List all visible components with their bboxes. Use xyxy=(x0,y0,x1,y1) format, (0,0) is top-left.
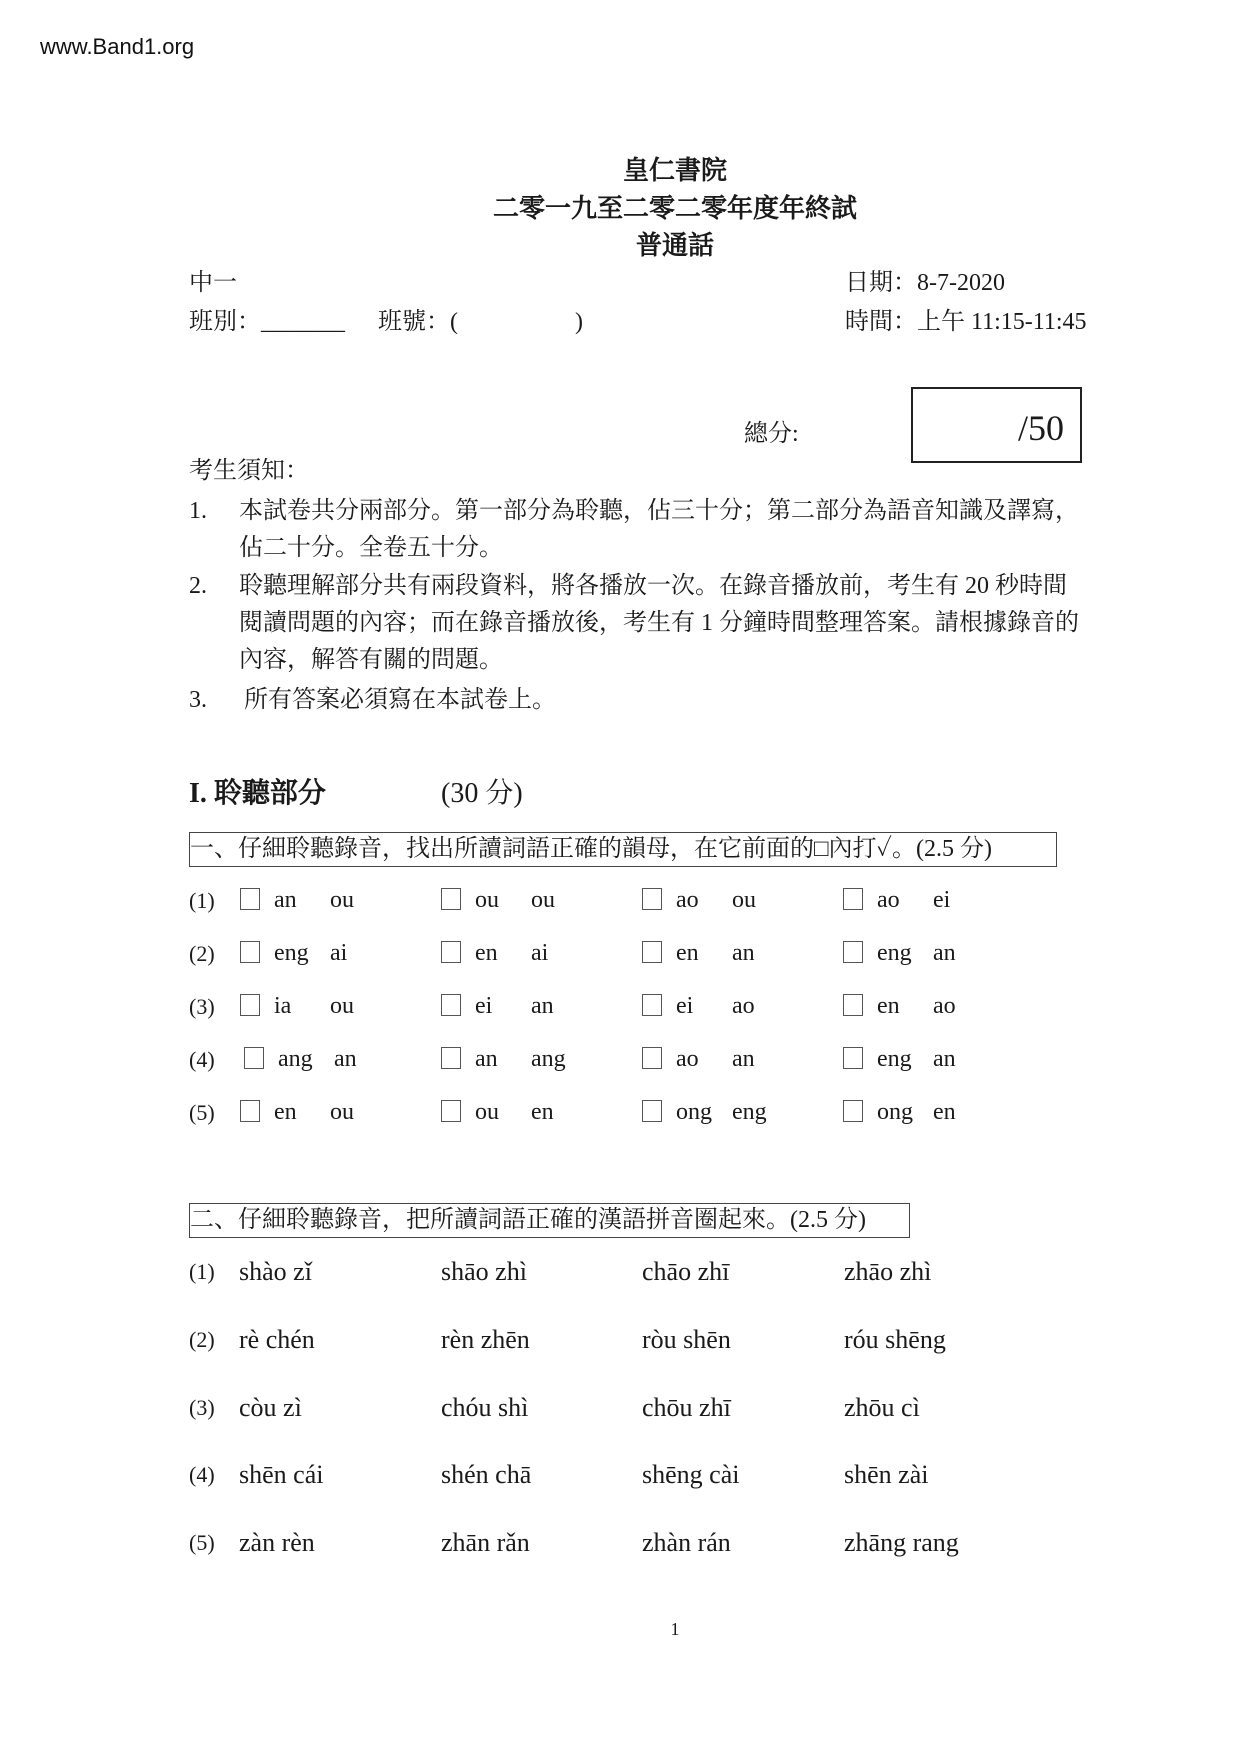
question-number: (4) xyxy=(189,1047,215,1072)
subject-title: 普通話 xyxy=(635,231,714,260)
instruction-line: 聆聽理解部分共有兩段資料，將各播放一次。在錄音播放前，考生有 20 秒時間 xyxy=(239,573,1067,599)
pinyin-option[interactable]: zhāo zhì xyxy=(844,1257,932,1286)
answer-option[interactable] xyxy=(843,888,950,912)
answer-option[interactable] xyxy=(240,888,354,912)
checkbox[interactable] xyxy=(642,888,662,910)
checkbox[interactable] xyxy=(843,941,863,963)
question-number: (2) xyxy=(189,941,215,966)
final-1: an xyxy=(475,1046,498,1072)
answer-option[interactable] xyxy=(642,1100,767,1124)
final-2: ou xyxy=(732,887,756,913)
section-title: I. 聆聽部分 xyxy=(189,778,326,809)
final-1: an xyxy=(274,887,297,913)
class-field: 班別：_______ xyxy=(189,309,345,335)
final-1: en xyxy=(877,993,900,1019)
final-1: en xyxy=(475,940,498,966)
total-score-box xyxy=(911,387,1082,463)
final-2: en xyxy=(531,1099,554,1125)
pinyin-option[interactable]: chóu shì xyxy=(441,1393,529,1422)
total-score-value: /50 xyxy=(1017,408,1064,448)
question-number: (3) xyxy=(189,1395,215,1420)
pinyin-option[interactable]: ròu shēn xyxy=(642,1325,731,1354)
time-label: 時間：上午 11:15-11:45 xyxy=(845,309,1087,335)
answer-option[interactable] xyxy=(642,1047,755,1071)
final-2: ao xyxy=(933,993,956,1019)
part1-instruction-box xyxy=(189,832,1057,867)
answer-option[interactable] xyxy=(240,994,354,1018)
answer-option[interactable] xyxy=(240,1100,354,1124)
checkbox[interactable] xyxy=(240,994,260,1016)
answer-option[interactable] xyxy=(441,888,555,912)
checkbox[interactable] xyxy=(240,941,260,963)
question-number: (3) xyxy=(189,994,215,1019)
question-number: (5) xyxy=(189,1530,215,1555)
answer-option[interactable] xyxy=(441,994,554,1018)
instruction-line: 本試卷共分兩部分。第一部分為聆聽，佔三十分；第二部分為語音知識及譯寫， xyxy=(239,498,1079,524)
pinyin-option[interactable]: shén chā xyxy=(441,1460,532,1489)
answer-option[interactable] xyxy=(441,1100,554,1124)
answer-option[interactable] xyxy=(441,941,548,965)
class-number-field: 班號：( xyxy=(378,309,458,335)
instructions-heading: 考生須知： xyxy=(189,458,309,484)
instruction-number: 1. xyxy=(189,498,207,524)
final-1: ei xyxy=(676,993,694,1019)
part1-instruction: 一、仔細聆聽錄音，找出所讀詞語正確的韻母，在它前面的□內打✓。(2.5 分) xyxy=(190,836,992,862)
question-number: (1) xyxy=(189,1259,215,1284)
checkbox[interactable] xyxy=(240,1100,260,1122)
final-2: an xyxy=(732,940,755,966)
pinyin-option[interactable]: còu zì xyxy=(239,1393,302,1422)
instruction-number: 2. xyxy=(189,573,207,599)
final-2: en xyxy=(933,1099,956,1125)
pinyin-option[interactable]: zhāng rang xyxy=(844,1528,959,1557)
final-1: ia xyxy=(274,993,292,1019)
final-1: ao xyxy=(877,887,900,913)
pinyin-option[interactable]: shāo zhì xyxy=(441,1257,527,1286)
question-number: (5) xyxy=(189,1100,215,1125)
pinyin-option[interactable]: shēn cái xyxy=(239,1460,324,1489)
final-2: an xyxy=(732,1046,755,1072)
final-1: ei xyxy=(475,993,493,1019)
final-2: ai xyxy=(330,940,348,966)
watermark: www.Band1.org xyxy=(40,34,195,59)
school-name: 皇仁書院 xyxy=(622,156,727,185)
final-1: ong xyxy=(877,1099,913,1125)
checkbox[interactable] xyxy=(843,888,863,910)
pinyin-option[interactable]: zàn rèn xyxy=(239,1528,315,1557)
final-2: ai xyxy=(531,940,549,966)
form-label: 中一 xyxy=(189,270,237,296)
answer-option[interactable] xyxy=(441,1047,566,1071)
checkbox[interactable] xyxy=(843,1047,863,1069)
final-2: an xyxy=(334,1046,357,1072)
final-2: ou xyxy=(531,887,555,913)
pinyin-option[interactable]: zhōu cì xyxy=(844,1393,920,1422)
checkbox[interactable] xyxy=(244,1047,264,1069)
final-2: an xyxy=(933,940,956,966)
final-2: ang xyxy=(531,1046,566,1072)
final-1: eng xyxy=(877,940,912,966)
instruction-line: 閱讀問題的內容；而在錄音播放後，考生有 1 分鐘時間整理答案。請根據錄音的 xyxy=(239,610,1079,636)
pinyin-option[interactable]: zhàn rán xyxy=(642,1528,731,1557)
pinyin-option[interactable]: shēng cài xyxy=(642,1460,740,1489)
final-2: an xyxy=(531,993,554,1019)
checkbox[interactable] xyxy=(642,941,662,963)
final-2: ei xyxy=(933,887,951,913)
question-number: (2) xyxy=(189,1327,215,1352)
final-2: eng xyxy=(732,1099,767,1125)
question-number: (1) xyxy=(189,888,215,913)
section-marks: (30 分) xyxy=(441,778,523,809)
checkbox[interactable] xyxy=(441,888,461,910)
question-number: (4) xyxy=(189,1462,215,1487)
answer-option[interactable] xyxy=(843,1047,956,1071)
checkbox[interactable] xyxy=(441,1047,461,1069)
final-1: ao xyxy=(676,1046,699,1072)
pinyin-option[interactable]: chāo zhī xyxy=(642,1257,730,1286)
part2-instruction: 二、仔細聆聽錄音，把所讀詞語正確的漢語拼音圈起來。(2.5 分) xyxy=(190,1207,866,1233)
final-1: ou xyxy=(475,887,499,913)
pinyin-option[interactable]: shēn zài xyxy=(844,1460,929,1489)
instruction-line: 內容，解答有關的問題。 xyxy=(239,647,503,673)
date-label: 日期：8-7-2020 xyxy=(845,270,1005,296)
checkbox[interactable] xyxy=(441,941,461,963)
final-2: ou xyxy=(330,993,354,1019)
final-1: en xyxy=(274,1099,297,1125)
checkbox[interactable] xyxy=(843,994,863,1016)
checkbox[interactable] xyxy=(843,1100,863,1122)
pinyin-option[interactable]: rèn zhēn xyxy=(441,1325,530,1354)
final-1: eng xyxy=(877,1046,912,1072)
instruction-line: 所有答案必須寫在本試卷上。 xyxy=(244,687,556,713)
final-1: eng xyxy=(274,940,309,966)
checkbox[interactable] xyxy=(642,1047,662,1069)
final-2: ou xyxy=(330,887,354,913)
final-2: an xyxy=(933,1046,956,1072)
answer-option[interactable] xyxy=(843,941,956,965)
exam-title: 二零一九至二零二零年度年終試 xyxy=(492,194,857,223)
pinyin-option[interactable]: zhān rǎn xyxy=(441,1528,530,1557)
answer-option[interactable] xyxy=(642,888,756,912)
total-score-label: 總分: xyxy=(744,421,799,447)
answer-option[interactable] xyxy=(843,994,956,1018)
checkbox[interactable] xyxy=(642,994,662,1016)
final-1: ao xyxy=(676,887,699,913)
checkbox[interactable] xyxy=(240,888,260,910)
answer-option[interactable] xyxy=(240,941,347,965)
instruction-number: 3. xyxy=(189,687,207,713)
final-1: en xyxy=(676,940,699,966)
part2-instruction-box xyxy=(189,1203,910,1238)
final-1: ou xyxy=(475,1099,499,1125)
checkbox[interactable] xyxy=(441,1100,461,1122)
final-2: ao xyxy=(732,993,755,1019)
pinyin-option[interactable]: rè chén xyxy=(239,1325,315,1354)
class-number-close: ) xyxy=(575,309,583,335)
page-number: 1 xyxy=(670,1619,680,1639)
pinyin-option[interactable]: róu shēng xyxy=(844,1325,946,1354)
answer-option[interactable] xyxy=(244,1047,357,1071)
answer-option[interactable] xyxy=(843,1100,956,1124)
checkbox[interactable] xyxy=(441,994,461,1016)
answer-option[interactable] xyxy=(642,994,755,1018)
checkbox[interactable] xyxy=(642,1100,662,1122)
instruction-line: 佔二十分。全卷五十分。 xyxy=(239,535,503,561)
pinyin-option[interactable]: shào zǐ xyxy=(239,1257,312,1286)
final-2: ou xyxy=(330,1099,354,1125)
final-1: ang xyxy=(278,1046,313,1072)
final-1: ong xyxy=(676,1099,712,1125)
pinyin-option[interactable]: chōu zhī xyxy=(642,1393,731,1422)
answer-option[interactable] xyxy=(642,941,755,965)
